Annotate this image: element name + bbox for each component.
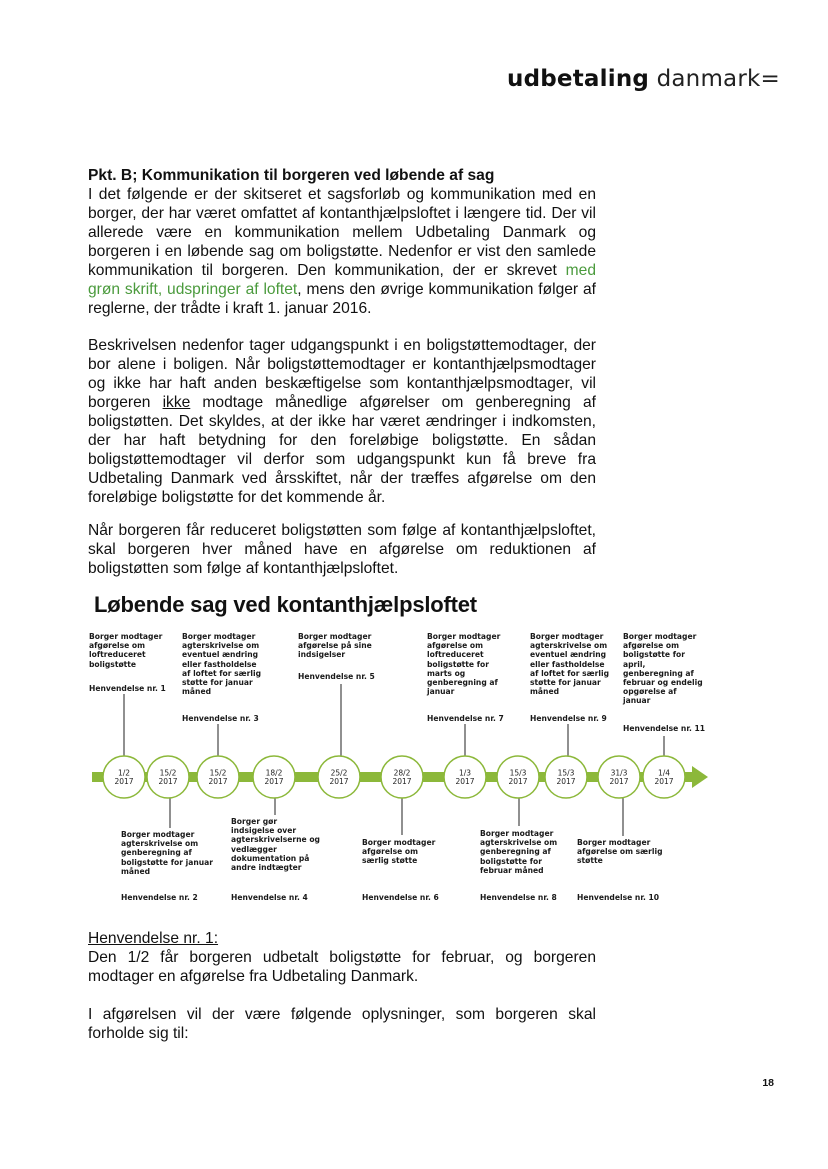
- date-label: 31/3: [610, 768, 628, 778]
- p1-green-text: med grøn skrift, udspringer af loftet: [88, 262, 596, 298]
- date-label: 2017: [508, 777, 528, 786]
- annotation-line: agterskrivelse om: [480, 838, 558, 848]
- logo-light: danmark=: [656, 66, 780, 92]
- timeline-annotation: [121, 830, 213, 876]
- date-label: 15/3: [509, 768, 527, 778]
- henvendelse-label: Henvendelse nr. 3: [182, 714, 259, 723]
- date-label: 1/3: [458, 768, 472, 778]
- annotation-line: agterskrivelse om: [121, 839, 199, 849]
- henvendelse-label: Henvendelse nr. 5: [298, 672, 375, 681]
- timeline-title: Løbende sag ved kontanthjælpsloftet: [94, 592, 477, 617]
- annotation-line: indsigelse over: [231, 826, 297, 836]
- annotation-line: boligstøtte for: [623, 650, 685, 660]
- annotation-line: Borger modtager: [362, 838, 436, 847]
- annotation-line: måned: [121, 866, 151, 876]
- annotation-line: boligstøtte for januar: [121, 857, 214, 867]
- annotation-line: Borger modtager: [298, 632, 372, 641]
- annotation-line: afgørelse om: [427, 641, 484, 651]
- timeline-annotation: [623, 632, 703, 706]
- annotation-line: genberegning af: [480, 847, 551, 857]
- annotation-line: af loftet for særlig: [530, 668, 610, 678]
- annotation-line: støtte: [577, 856, 603, 866]
- annotation-line: Borger gør: [231, 817, 278, 826]
- date-label: 15/2: [159, 768, 177, 778]
- henvendelse-label: Henvendelse nr. 11: [623, 724, 706, 733]
- date-label: 2017: [329, 777, 349, 786]
- annotation-line: boligstøtte: [89, 659, 137, 669]
- henvendelse-label: Henvendelse nr. 6: [362, 893, 439, 902]
- annotation-line: støtte for januar: [530, 678, 601, 688]
- date-label: 2017: [114, 777, 134, 786]
- p2-start: Beskrivelsen nedenfor tager udgangspunkt i en boligstøttemodtager, der bor alene i boligen. Når boligstøttemodtager er kontanthjælpsmodtager og ikke har haft anden beskæftigelse som kontanthjælpsmodtager, vil borgeren: [88, 337, 596, 411]
- annotation-line: andre indtægter: [231, 863, 302, 873]
- henvendelse-label: Henvendelse nr. 9: [530, 714, 607, 723]
- annotation-line: opgørelse af: [623, 687, 677, 697]
- timeline-annotation: [298, 632, 372, 660]
- annotation-line: genberegning af: [623, 668, 694, 678]
- annotation-line: Borger modtager: [121, 830, 195, 839]
- henvendelse-label: Henvendelse nr. 1: [89, 684, 166, 693]
- p1-end: , mens den øvrige kommunikation følger af reglerne, der trådte i kraft 1. januar 2016.: [88, 281, 596, 317]
- annotation-line: støtte for januar: [182, 678, 253, 688]
- annotation-line: februar og endelig: [623, 678, 703, 688]
- date-label: 15/2: [209, 768, 227, 778]
- annotation-line: afgørelse om: [623, 641, 680, 651]
- annotation-line: Borger modtager: [623, 632, 697, 641]
- p2-end: modtage månedlige afgørelser om genberegning af boligstøtten. Det skyldes, at der ikke har været ændringer i indkomsten, der har haft betydning for den foreløbige boligstøtte. En sådan boligstøttemodtager vil derfor som udgangspunkt kun få breve fra Udbetaling Danmark ved årsskiftet, når der træffes afgørelse om den foreløbige boligstøtte for det kommende år.: [88, 394, 596, 506]
- henvendelse-1: [88, 929, 596, 1043]
- annotation-line: afgørelse om: [89, 641, 146, 651]
- date-label: 15/3: [557, 768, 575, 778]
- annotation-line: afgørelse om: [362, 847, 419, 857]
- annotation-line: agterskrivelse om: [530, 641, 608, 651]
- date-label: 2017: [158, 777, 178, 786]
- annotation-line: loftreduceret: [427, 650, 484, 660]
- annotation-line: genberegning af: [121, 848, 192, 858]
- henvendelse-1-text: Den 1/2 får borgeren udbetalt boligstøtte for februar, og borgeren modtager en afgørelse fra Udbetaling Danmark.: [88, 949, 596, 985]
- section-heading: Pkt. B; Kommunikation til borgeren ved løbende af sag: [88, 167, 495, 184]
- date-label: 1/2: [117, 768, 131, 778]
- timeline-annotation: [89, 632, 162, 669]
- timeline-annotation: [182, 632, 261, 696]
- henvendelse-label: Henvendelse nr. 4: [231, 893, 308, 902]
- annotation-line: marts og: [427, 668, 466, 678]
- p1-start: I det følgende er der skitseret et sagsforløb og kommunikation med en borger, der har været omfattet af kontanthjælpsloftet i længere tid. Der vil allerede være en kommunikation mellem Udbetaling Danmark og borgeren i en løbende sag om boligstøtte. Nedenfor er vist den samlede kommunikation til borgeren. Den kommunikation, der er skrevet: [88, 186, 596, 279]
- date-label: 2017: [609, 777, 629, 786]
- page-number: 18: [762, 1077, 774, 1089]
- annotation-line: dokumentation på: [231, 853, 310, 863]
- timeline-annotation: [427, 632, 500, 696]
- annotation-line: indsigelser: [298, 650, 346, 660]
- annotation-line: Borger modtager: [480, 829, 554, 838]
- date-label: 18/2: [265, 768, 283, 778]
- annotation-line: måned: [530, 687, 560, 697]
- henvendelse-1-heading: Henvendelse nr. 1:: [88, 930, 219, 947]
- annotation-line: særlig støtte: [362, 856, 418, 866]
- date-label: 2017: [556, 777, 576, 786]
- timeline-annotation: [480, 829, 557, 875]
- annotation-line: april,: [623, 659, 646, 669]
- timeline-annotation: [530, 632, 609, 696]
- date-label: 1/4: [657, 768, 671, 778]
- henvendelse-label: Henvendelse nr. 8: [480, 893, 557, 902]
- annotation-line: boligstøtte for: [480, 856, 542, 866]
- henvendelse-label: Henvendelse nr. 7: [427, 714, 504, 723]
- henvendelse-1-text-2: I afgørelsen vil der være følgende oplysninger, som borgeren skal forholde sig til:: [88, 1006, 596, 1042]
- annotation-line: januar: [623, 696, 651, 706]
- logo-bold: udbetaling: [507, 66, 650, 92]
- henvendelse-label: Henvendelse nr. 2: [121, 893, 198, 902]
- annotation-line: Borger modtager: [577, 838, 651, 847]
- date-label: 2017: [455, 777, 475, 786]
- annotation-line: måned: [182, 687, 212, 697]
- timeline-annotation: [362, 838, 435, 866]
- annotation-line: afgørelse om særlig: [577, 847, 663, 857]
- p2-underline: ikke: [162, 394, 191, 411]
- annotation-line: Borger modtager: [89, 632, 163, 641]
- date-label: 2017: [654, 777, 674, 786]
- annotation-line: loftreduceret: [89, 650, 146, 660]
- annotation-line: vedlægger: [231, 844, 277, 854]
- annotation-line: afgørelse på sine: [298, 641, 372, 651]
- annotation-line: eller fastholdelse: [182, 659, 257, 669]
- annotation-line: genberegning af: [427, 678, 498, 688]
- paragraph-3: Når borgeren får reduceret boligstøtten som følge af kontanthjælpsloftet, skal borgeren hver måned have en afgørelse om reduktionen af boligstøtten som følge af kontanthjælpsloftet.: [88, 522, 596, 577]
- annotation-line: Borger modtager: [182, 632, 256, 641]
- annotation-line: Borger modtager: [427, 632, 501, 641]
- date-label: 2017: [264, 777, 284, 786]
- annotation-line: af loftet for særlig: [182, 668, 262, 678]
- date-label: 28/2: [393, 768, 411, 778]
- annotation-line: eventuel ændring: [182, 650, 259, 660]
- annotation-line: Borger modtager: [530, 632, 604, 641]
- date-label: 2017: [392, 777, 412, 786]
- annotation-line: januar: [427, 687, 455, 697]
- date-label: 2017: [208, 777, 228, 786]
- annotation-line: eventuel ændring: [530, 650, 607, 660]
- date-label: 25/2: [330, 768, 348, 778]
- annotation-line: agterskrivelse om: [182, 641, 260, 651]
- annotation-line: boligstøtte for: [427, 659, 489, 669]
- timeline-annotation: [577, 838, 663, 866]
- annotation-line: eller fastholdelse: [530, 659, 605, 669]
- henvendelse-label: Henvendelse nr. 10: [577, 893, 660, 902]
- annotation-line: agterskrivelserne og: [231, 835, 320, 845]
- timeline-annotation: [231, 817, 320, 872]
- annotation-line: februar måned: [480, 865, 544, 875]
